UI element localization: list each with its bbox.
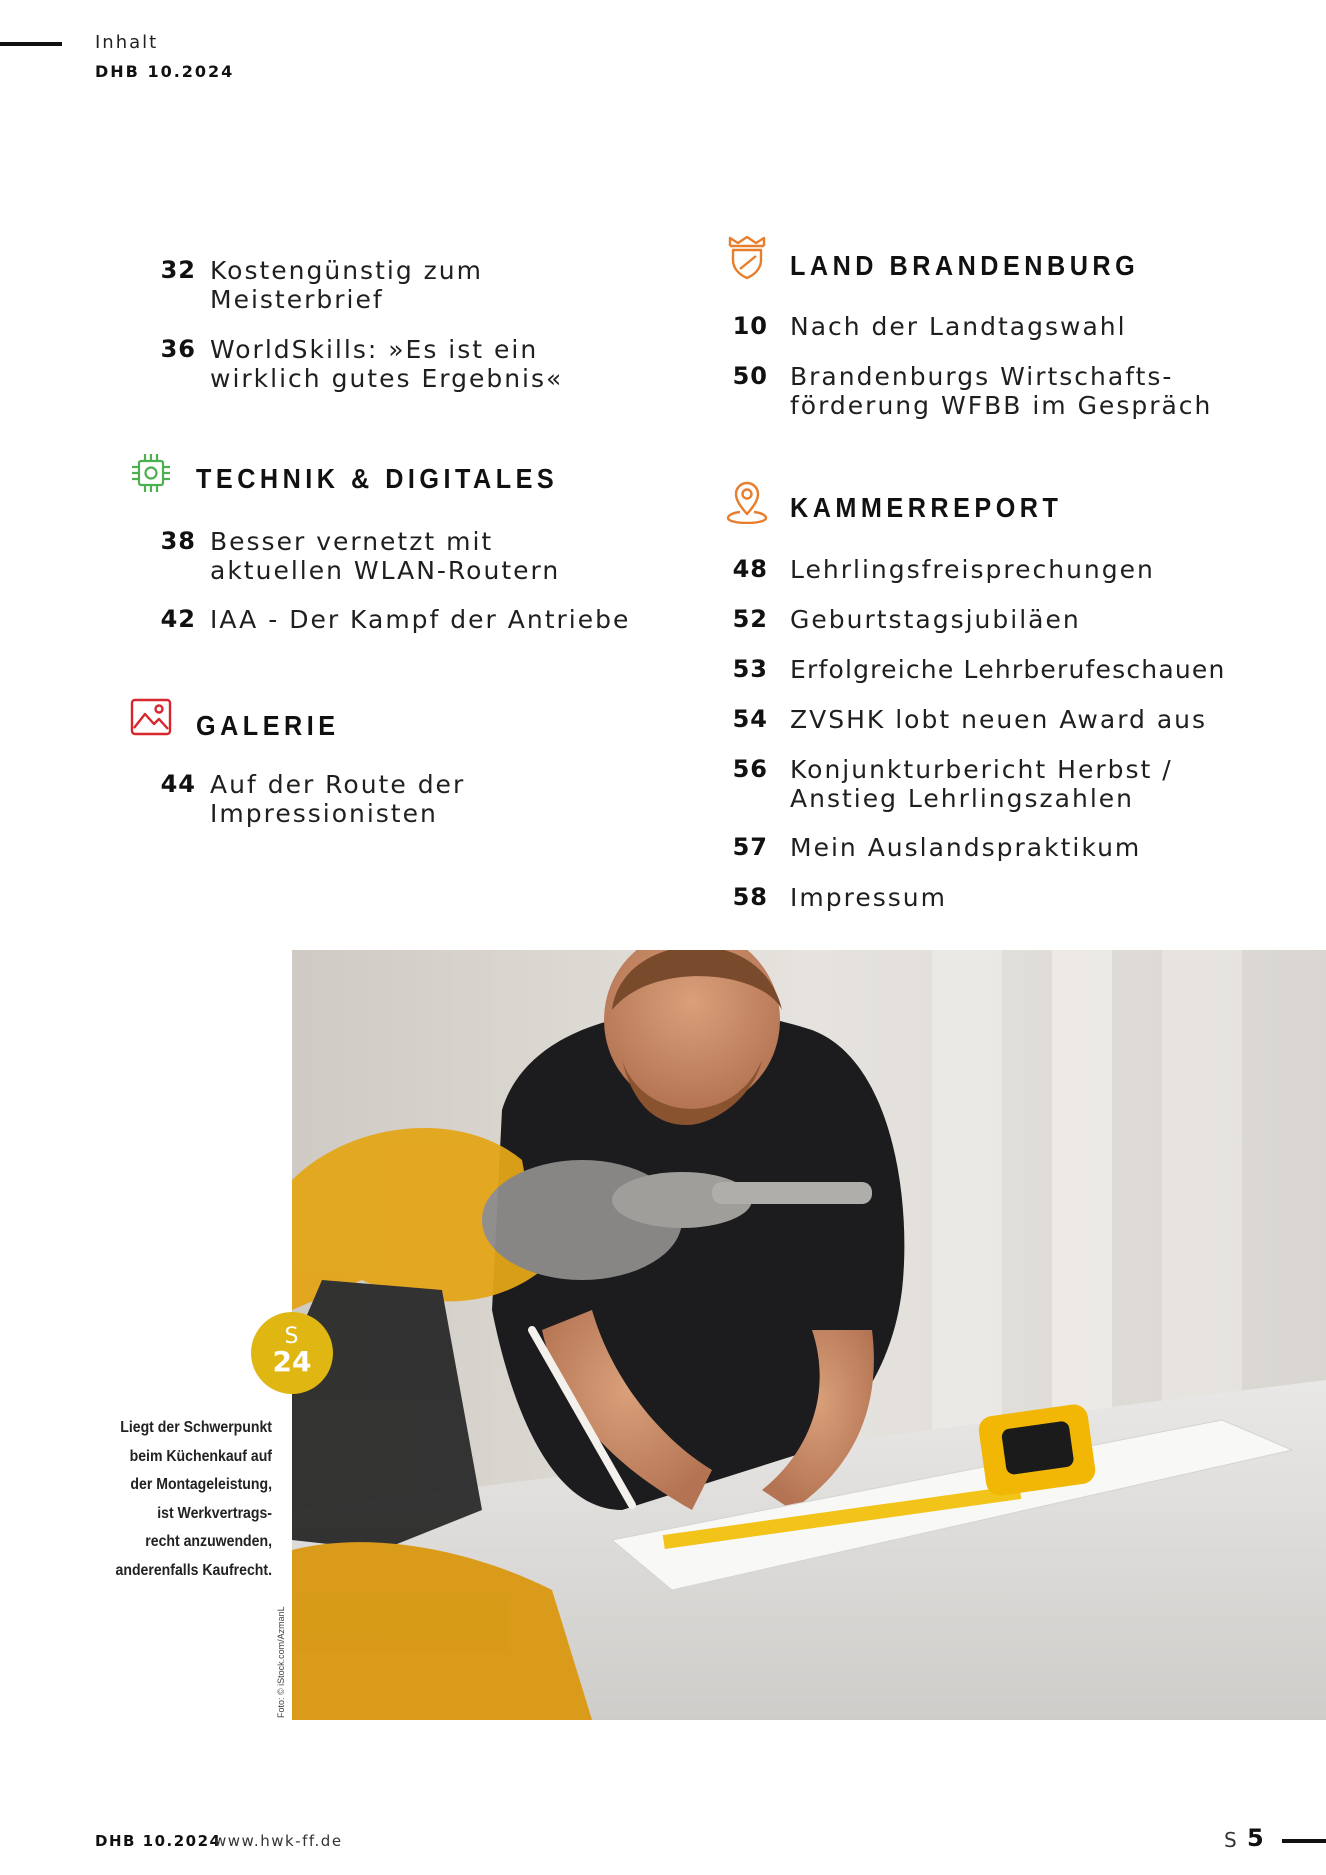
caption-line: ist Werkvertrags- — [157, 1504, 272, 1522]
toc-entry[interactable] — [706, 705, 1207, 734]
toc-entry[interactable] — [136, 335, 563, 393]
toc-page-number: 58 — [732, 883, 768, 911]
toc-entry[interactable] — [706, 362, 1212, 420]
toc-title — [196, 770, 465, 828]
badge-page-number: 24 — [272, 1345, 312, 1378]
toc-title — [768, 755, 1173, 813]
location-pin-icon — [726, 480, 768, 524]
toc-page-number: 57 — [732, 833, 768, 861]
toc-title-line: Brandenburgs Wirtschafts- — [790, 362, 1174, 391]
section-heading-brandenburg: LAND BRANDENBURG — [790, 250, 1140, 281]
section-label: Inhalt — [95, 32, 159, 53]
feature-photo[interactable] — [292, 950, 1326, 1720]
toc-entry[interactable] — [136, 527, 560, 585]
toc-page-number: 32 — [160, 256, 196, 284]
toc-page-number: 52 — [732, 605, 768, 633]
section-heading-technik: TECHNIK & DIGITALES — [196, 463, 559, 494]
toc-entry[interactable] — [706, 755, 1173, 813]
toc-page-number: 10 — [732, 312, 768, 340]
toc-entry[interactable] — [706, 655, 1226, 684]
toc-entry[interactable] — [706, 883, 947, 912]
caption-line: anderenfalls Kaufrecht. — [115, 1561, 272, 1579]
toc-entry[interactable] — [706, 833, 1141, 862]
toc-title-line: Besser vernetzt mit — [210, 527, 494, 556]
photo-credit: Foto: © iStock.com/AzmanL — [276, 1606, 286, 1718]
toc-title-line: wirklich gutes Ergebnis« — [210, 364, 564, 393]
chip-icon — [130, 452, 172, 494]
toc-title — [196, 605, 630, 634]
toc-entry[interactable] — [706, 605, 1081, 634]
toc-page-number: 53 — [732, 655, 768, 683]
caption-line: beim Küchenkauf auf — [129, 1447, 272, 1465]
toc-entry[interactable] — [136, 770, 465, 828]
footer-issue: DHB 10.2024 — [95, 1832, 222, 1850]
header-rule — [0, 42, 62, 46]
toc-title-line: Auf der Route der — [210, 770, 466, 799]
toc-title: ZVSHK lobt neuen Award aus — [790, 705, 1208, 734]
toc-page-number: 56 — [732, 755, 768, 783]
toc-page-number: 42 — [160, 605, 196, 633]
toc-entry[interactable] — [706, 555, 1155, 584]
feature-photo-illustration — [292, 950, 1326, 1720]
toc-title: Lehrlingsfreisprechungen — [790, 555, 1155, 584]
toc-title-line: Meisterbrief — [210, 285, 384, 314]
toc-title — [196, 335, 563, 393]
image-icon — [130, 696, 172, 738]
toc-title-line: WorldSkills: »Es ist ein — [210, 335, 539, 364]
toc-title-line: aktuellen WLAN-Routern — [210, 556, 561, 585]
toc-title-line: IAA - Der Kampf der Antriebe — [210, 605, 631, 634]
footer-rule — [1282, 1839, 1326, 1843]
toc-page-number: 50 — [732, 362, 768, 390]
toc-title-line: förderung WFBB im Gespräch — [790, 391, 1213, 420]
toc-page-number: 54 — [732, 705, 768, 733]
toc-title-line: Kostengünstig zum — [210, 256, 483, 285]
toc-title — [768, 362, 1212, 420]
badge-prefix: S — [284, 1324, 300, 1349]
toc-title-line: Nach der Landtagswahl — [790, 312, 1127, 341]
toc-title-line: Impressionisten — [210, 799, 438, 828]
toc-entry[interactable] — [136, 256, 483, 314]
toc-title — [196, 527, 560, 585]
crown-shield-icon — [726, 236, 768, 280]
toc-title — [196, 256, 483, 314]
footer-page-prefix: S — [1224, 1828, 1237, 1852]
toc-entry[interactable] — [136, 605, 630, 634]
issue-label: DHB 10.2024 — [95, 62, 235, 81]
toc-page-number: 48 — [732, 555, 768, 583]
toc-entry[interactable] — [706, 312, 1127, 341]
footer-page-number: 5 — [1247, 1824, 1264, 1852]
toc-title: Geburtstagsjubiläen — [790, 605, 1081, 634]
photo-caption — [85, 1414, 272, 1585]
page-badge[interactable] — [251, 1312, 333, 1394]
toc-title: Erfolgreiche Lehrberufeschauen — [790, 655, 1226, 684]
toc-page-number: 36 — [160, 335, 196, 363]
toc-title — [768, 312, 1127, 341]
toc-title-line: Anstieg Lehrlingszahlen — [790, 784, 1134, 813]
toc-page-number: 44 — [160, 770, 196, 798]
toc-page-number: 38 — [160, 527, 196, 555]
caption-line: der Montageleistung, — [130, 1476, 272, 1493]
toc-title: Mein Auslandspraktikum — [790, 833, 1142, 862]
section-heading-galerie: GALERIE — [196, 710, 340, 741]
toc-title: Impressum — [790, 883, 947, 912]
footer-url[interactable]: www.hwk-ff.de — [214, 1832, 343, 1850]
caption-line: recht anzuwenden, — [145, 1533, 272, 1550]
toc-title-line: Konjunkturbericht Herbst / — [790, 755, 1173, 784]
section-heading-kammerreport: KAMMERREPORT — [790, 492, 1063, 523]
caption-line: Liegt der Schwerpunkt — [120, 1419, 272, 1436]
